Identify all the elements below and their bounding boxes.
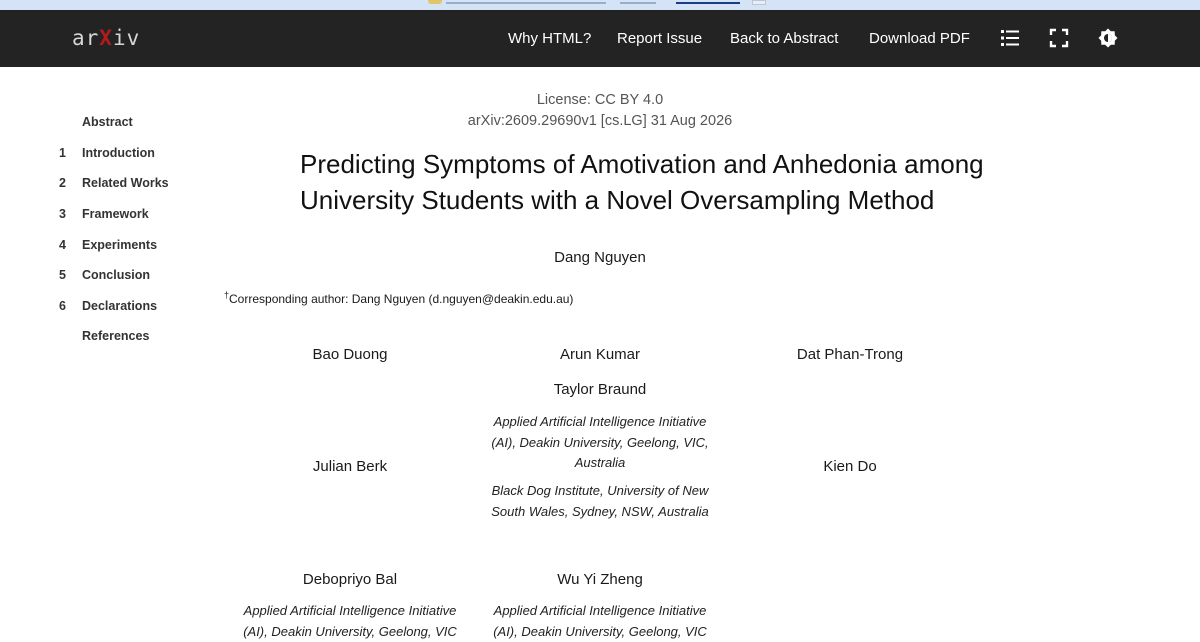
logo-x-mark: X bbox=[99, 26, 113, 50]
author-kien-do: Kien Do bbox=[823, 458, 877, 475]
banner-text-fragment bbox=[446, 2, 606, 4]
paper-title-line-1: Predicting Symptoms of Amotivation and Anhedonia among bbox=[300, 149, 984, 179]
toc-item-number: 5 bbox=[59, 268, 66, 282]
download-pdf-link[interactable]: Download PDF bbox=[869, 30, 970, 47]
toc-item-number: 4 bbox=[59, 238, 66, 252]
arxiv-logo[interactable] bbox=[72, 26, 140, 50]
footnote-mark: † bbox=[224, 290, 230, 300]
fullscreen-icon[interactable] bbox=[1049, 28, 1069, 48]
theme-toggle-icon[interactable] bbox=[1098, 28, 1118, 48]
toc-item-number: 6 bbox=[59, 299, 66, 313]
author-taylor-braund: Taylor Braund bbox=[553, 381, 647, 398]
banner-link[interactable] bbox=[676, 2, 740, 4]
banner-text-fragment bbox=[620, 2, 656, 4]
affiliation-taylor-1: Applied Artificial Intelligence Initiative (AI), Deakin University, Geelong, VIC, Australia bbox=[491, 414, 709, 470]
corresponding-author-footnote bbox=[224, 290, 573, 306]
toc-item-number: 2 bbox=[59, 176, 66, 190]
author-arun-kumar: Arun Kumar bbox=[559, 346, 641, 363]
banner-emoji-icon bbox=[428, 0, 442, 4]
arxiv-id-line: arXiv:2609.29690v1 [cs.LG] 31 Aug 2026 bbox=[467, 113, 733, 129]
author-debopriyo-bal: Debopriyo Bal bbox=[302, 571, 398, 588]
toc-item-label: Declarations bbox=[82, 299, 158, 313]
top-banner-strip bbox=[0, 0, 1200, 10]
toc-item-number: 3 bbox=[59, 207, 66, 221]
toc-item-label: Related Works bbox=[82, 176, 169, 190]
license-line: License: CC BY 4.0 bbox=[536, 92, 664, 108]
why-html-link[interactable]: Why HTML? bbox=[508, 30, 592, 47]
toc-item-label: Framework bbox=[82, 207, 149, 221]
affiliation-wu-1: Applied Artificial Intelligence Initiative (AI), Deakin University, Geelong, VIC bbox=[493, 603, 707, 639]
toc-item-label: Abstract bbox=[82, 115, 133, 129]
toc-item-number: 1 bbox=[59, 146, 66, 160]
author-wu-yi-zheng: Wu Yi Zheng bbox=[557, 571, 643, 588]
logo-text-prefix: ar bbox=[72, 26, 100, 50]
author-julian-berk: Julian Berk bbox=[312, 458, 388, 475]
toc-item-label: Experiments bbox=[82, 238, 158, 252]
affiliation-debopriyo-1: Applied Artificial Intelligence Initiative (AI), Deakin University, Geelong, VIC bbox=[243, 603, 457, 639]
top-navbar bbox=[0, 10, 1200, 67]
toc-item-label: Introduction bbox=[82, 146, 155, 160]
affiliation-taylor-2: Black Dog Institute, University of New South Wales, Sydney, NSW, Australia bbox=[491, 483, 709, 519]
lead-author: Dang Nguyen bbox=[554, 249, 646, 266]
toc-item-label: Conclusion bbox=[82, 268, 151, 282]
footnote-text: Corresponding author: Dang Nguyen (d.nguyen@deakin.edu.au) bbox=[229, 292, 574, 306]
banner-close-button[interactable] bbox=[752, 0, 766, 5]
logo-text-suffix: iv bbox=[112, 26, 141, 50]
back-to-abstract-link[interactable]: Back to Abstract bbox=[730, 30, 839, 47]
toc-item-label: References bbox=[82, 329, 150, 343]
report-issue-link[interactable]: Report Issue bbox=[617, 30, 703, 47]
author-bao-duong: Bao Duong bbox=[312, 346, 388, 363]
author-dat-phan-trong: Dat Phan-Trong bbox=[796, 346, 904, 363]
paper-title-line-2: University Students with a Novel Oversampling Method bbox=[300, 185, 935, 215]
toc-list-icon[interactable] bbox=[1000, 28, 1020, 48]
